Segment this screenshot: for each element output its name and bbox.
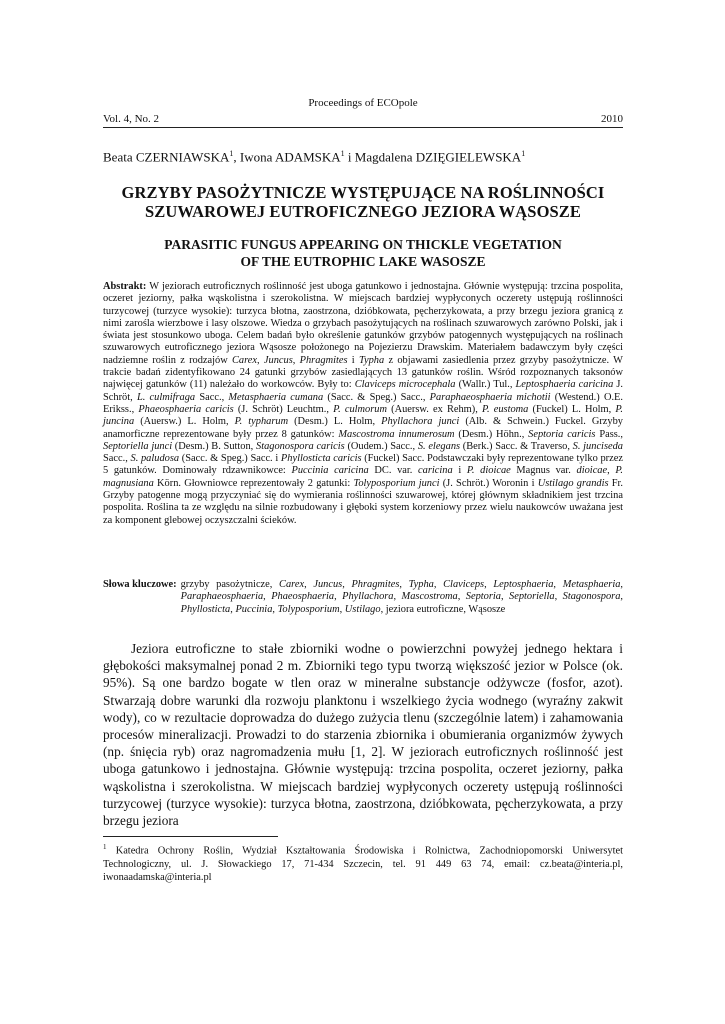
keyword-text: , jeziora eutroficzne, Wąsosze [380,603,506,615]
species-name: Tolyposporium junci [353,477,440,489]
species-name: Metasphaeria cumana [228,391,324,403]
keyword-separator: , [553,579,563,590]
species-name: Claviceps microcephala [354,379,456,391]
author-3: i Magdalena DZIĘGIELEWSKA [344,149,522,165]
keyword-text: grzyby pasożytnicze, [180,579,280,590]
abstract-text: (Berk.) Sacc. & Traverso, [460,440,573,452]
abstract-text: Magnus var. [510,465,577,477]
species-name: P. juncina [103,403,623,428]
keyword-separator: , [620,591,623,603]
abstract-text: (Desm.) Höhn., [454,428,529,440]
keyword: Mascostroma [401,591,458,603]
keyword-separator: , [457,591,466,603]
keyword: Phaeosphaeria [271,591,335,603]
keyword-separator: , [620,579,624,590]
species-name: Septoria caricis [528,428,596,440]
keyword: Tolyposporium [277,603,340,615]
keyword: Septoriella [509,591,555,603]
abstract-text: (Fuckel) Sacc. Podstawczaki były reprezentowane tylko przez 5 gatunków. Dominowały rdzawnikowce: [103,453,623,477]
title-english-line: OF THE EUTROPHIC LAKE WASOSZE [240,254,486,269]
abstract-text: (J. Schröt.) Woronin i [439,477,538,489]
keyword: Phyllosticta [180,603,231,615]
abstract [103,281,623,527]
author-list [103,149,623,165]
keywords-list [181,579,623,616]
author-2: , Iwona ADAMSKA [233,149,341,165]
keyword-separator: , [433,579,444,590]
keyword: Phyllachora [342,591,394,603]
keyword-separator: , [484,579,494,590]
body-paragraph: Jeziora eutroficzne to stałe zbiorniki wodne o powierzchni powyżej jednego hektara i głębokości maksymalnej ponad 2 m. Zbiorniki tego typu tworzą większość jezior w Polsce (ok. 95%). Są one bardzo bogate w tlen oraz w mineralne substancje odżywcze (fosfor, azot). Stwarzają dobre warunki dla rozwoju planktonu i wszelkiego życia wodnego (wyraźny zakwit wody), co w rezultacie doprowadza do dużego zużycia tlenu (szczególnie latem) i zahamowania procesów mineralizacji. Prowadzi to do starzenia zbiornika i obumierania organizmów żywych (np. śnięcia ryb) oraz nagromadzenia mułu [1, 2]. W jeziorach eutroficznych roślinność jest uboga gatunkowo i jednostajna. Głównie występują: trzcina pospolita, oczeret jeziorny, pałka wąskolistna i szerokolistna. W miejscach bardziej wypłyconych oczerety ustępują roślinności turzycowej (turzyce wysokie): turzyca błotna, zaostrzona, dzióbkowata, pęcherzykowata, a przy brzegu jeziora [103,641,623,829]
species-name: Mascostroma innumerosum [338,428,455,440]
abstract-text: Pass., [595,428,623,440]
keyword: Ustilago [344,603,381,615]
keyword-separator: , [272,603,278,615]
keyword-separator: , [263,591,272,603]
abstract-text: i [452,465,467,477]
abstract-text: (Alb. & Schwein.) Fuckel. Grzyby anamorficzne reprezentowane były przez 8 gatunków: [103,416,623,440]
abstract-text: (Desm.) B. Sutton, [172,440,256,452]
footnote [103,841,623,885]
species-name: Phyllachora junci [381,416,460,428]
year: 2010 [601,113,623,125]
species-name: Typha [358,354,385,366]
keyword-separator: , [393,591,402,603]
abstract-text: Fr. Grzyby patogenne mogą przyczyniać się do wymierania roślinności szuwarowej, której głównym składnikiem jest trzcina pospolita. Roślina ta ze względu na silnie rozbudowany i głęboki system korzeniowy przez wielu naukowców uważana jest za komponent glebowej oczyszczalni ścieków. [103,477,624,526]
abstract-text: DC. var. [368,465,419,477]
species-name: S. elegans [417,440,461,452]
species-name: L. culmifraga [136,391,196,403]
species-name: P. dioicae [466,465,511,477]
species-name: Leptosphaeria caricina [515,379,614,391]
species-name: Septoriella junci [103,440,173,452]
species-name: Juncus [263,354,293,366]
species-name: P. magnusiana [103,465,623,489]
species-name: S. paludosa [130,453,180,465]
species-name: dioicae [576,465,608,477]
species-name: P. typharum [234,416,289,428]
keyword: Carex [279,579,305,590]
abstract-text: (Sacc. & Speg.) Sacc. i [179,453,281,465]
species-name: Ustilago grandis [537,477,609,489]
abstract-text: , [257,354,264,366]
species-name: Stagonospora caricis [256,440,345,452]
keyword-separator: , [304,579,314,590]
abstract-text: (Auersw. ex Rehm), [386,403,482,415]
species-name: Phragmites [299,354,348,366]
keyword-separator: , [554,591,563,603]
title-polish-line: SZUWAROWEJ EUTROFICZNEGO JEZIORA WĄSOSZE [144,202,581,221]
title-polish [103,183,623,221]
affiliation-marker: 1 [521,149,526,158]
abstract-text: (Westend.) O.E. Erikss., [103,391,623,415]
keyword: Typha [408,579,434,590]
abstract-text: (Oudem.) Sacc., [344,440,418,452]
abstract-text: Sacc., [195,391,229,403]
keywords [103,579,623,616]
volume-number: Vol. 4, No. 2 [103,113,160,125]
title-english [103,236,623,270]
abstract-text: (Auersw.) L. Holm, [134,416,235,428]
abstract-text: z objawami zasiedlenia przez grzyby pasożytnicze. W trakcie badań zidentyfikowano 24 gatunki grzybów zasiedlających 13 gatunków roślin. Wśród rozpoznanych taksonów najwięcej gatunków (11) należało do workowców. Były to: [103,354,623,391]
volume-row [103,113,623,128]
keyword: Phragmites [351,579,400,590]
species-name: Paraphaeosphaeria michotii [429,391,551,403]
keyword: Claviceps [443,579,485,590]
abstract-text: (Wallr.) Tul., [455,379,516,391]
abstract-text: W jeziorach eutroficznych roślinność jest uboga gatunkowo i jednostajna. Głównie występują: trzcina pospolita, oczeret jeziorny, pałka wąskolistna i szerokolistna. W miejscach bardziej wypłyconych oczerety ustępują roślinności turzycowej (turzyce wysokie): turzyca błotna, zaostrzona, dzióbkowata, pęcherzykowata, a przy brzegu jeziora granicą z nimi zarośla wierzbowe i lasy olszowe. Wiedza o grzybach pasożytujących na roślinach szuwarowych zarówno Polski, jak i świata jest stosunkowo uboga. Celem badań było określenie gatunków grzybów patogennych występujących na roślinach szuwarowych eutroficznego jeziora Wąsosze położonego na Pojezierzu Drawskim. Materiałem badawczym były części nadziemne roślin z rodzajów [103,281,623,366]
keyword-separator: , [342,579,352,590]
species-name: P. eustoma [481,403,529,415]
keyword-separator: , [339,603,345,615]
affiliation-marker: 1 [340,149,345,158]
keyword: Septoria [465,591,501,603]
keyword: Puccinia [235,603,273,615]
abstract-text: Sacc., [103,453,131,465]
abstract-text: , [292,354,300,366]
journal-name: Proceedings of ECOpole [308,97,418,109]
title-polish-line: GRZYBY PASOŻYTNICZE WYSTĘPUJĄCE NA ROŚLINNOŚCI [121,183,605,202]
keyword-separator: , [230,603,236,615]
species-name: Phaeosphaeria caricis [138,403,234,415]
species-name: S. junciseda [572,440,623,452]
abstract-text: (Fuckel) L. Holm, [528,403,616,415]
abstract-text: (J. Schröt) Leuchtm., [233,403,334,415]
keyword-separator: , [500,591,510,603]
species-name: Carex [232,354,258,366]
abstract-text: , [607,465,616,477]
affiliation-marker: 1 [229,149,234,158]
keyword: Leptosphaeria [493,579,554,590]
abstract-label: Abstrakt: [103,281,147,292]
author-1: Beata CZERNIAWSKA [103,149,230,165]
species-name: P. culmorum [333,403,387,415]
species-name: Puccinia caricina [291,465,369,477]
abstract-text: Körn. Głowniowce reprezentowały 2 gatunki: [153,477,354,489]
title-english-line: PARASITIC FUNGUS APPEARING ON THICKLE VEGETATION [164,237,562,252]
keyword-separator: , [399,579,409,590]
keyword: Paraphaeosphaeria [180,591,264,603]
abstract-text: i [347,354,359,366]
keyword: Stagonospora [562,591,621,603]
keyword: Juncus [313,579,343,590]
species-name: Phyllosticta caricis [280,453,362,465]
abstract-text: (Desm.) L. Holm, [288,416,382,428]
keyword-separator: , [334,591,343,603]
abstract-text: J. Schröt, [103,379,623,403]
footnote-marker: 1 [103,843,107,851]
keyword: Metasphaeria [562,579,621,590]
abstract-text: (Sacc. & Speg.) Sacc., [323,391,430,403]
footnote-divider [103,836,278,837]
footnote-text: Katedra Ochrony Roślin, Wydział Kształtowania Środowiska i Rolnictwa, Zachodniopomorski Uniwersytet Technologiczny, ul. J. Słowackiego 17, 71-434 Szczecin, tel. 91 449 63 74, email: cz.beata@interia.pl, iwonaadamska@interia.pl [103,845,623,884]
species-name: caricina [418,465,453,477]
keywords-label: Słowa kluczowe: [103,579,177,590]
